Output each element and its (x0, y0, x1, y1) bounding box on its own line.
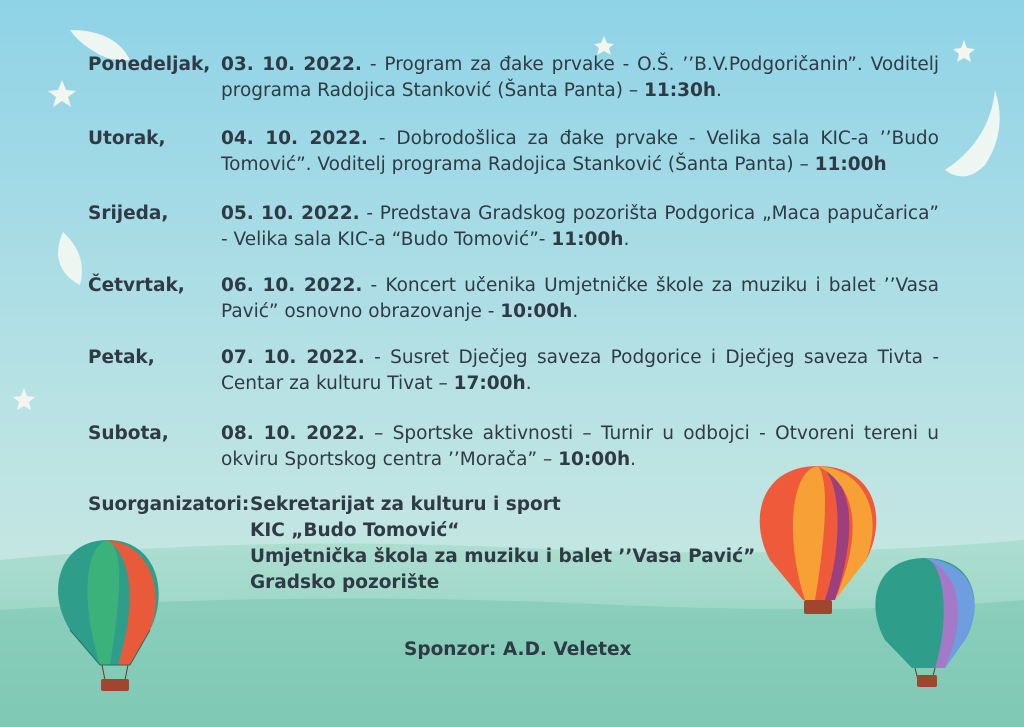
day-label: Četvrtak, (88, 275, 185, 296)
event-text: 07. 10. 2022. - Susret Dječjeg saveza Podgorice i Dječjeg saveza Tivta - Centar za kulturu Tivat – 17:00h. (221, 347, 939, 394)
organizers-label: Suorganizatori: (88, 494, 250, 515)
day-label: Utorak, (88, 128, 166, 149)
day-label: Petak, (88, 347, 155, 368)
day-label: Ponedeljak, (88, 54, 211, 75)
day-label: Srijeda, (88, 203, 169, 224)
event-text: 06. 10. 2022. - Koncert učenika Umjetničke škole za muziku i balet ’’Vasa Pavić” osnovno obrazovanje - 10:00h. (221, 275, 939, 322)
organizer-item: Gradsko pozorište (250, 572, 440, 593)
day-label: Subota, (88, 423, 169, 444)
organizer-item: Sekretarijat za kulturu i sport (250, 494, 561, 515)
event-text: 03. 10. 2022. - Program za đake prvake - O.Š. ’’B.V.Podgoričanin”. Voditelj programa Radojica Stanković (Šanta Panta) – 11:30h. (221, 54, 939, 101)
event-text: 05. 10. 2022. - Predstava Gradskog pozorišta Podgorica „Maca papučarica” - Velika sala KIC-a “Budo Tomović”- 11:00h. (221, 203, 939, 250)
organizer-item: KIC „Budo Tomović“ (250, 520, 460, 541)
organizers-list (250, 492, 755, 596)
organizer-item: Umjetnička škola za muziku i balet ’’Vasa Pavić” (250, 546, 756, 567)
event-text: 04. 10. 2022. - Dobrodošlica za đake prvake - Velika sala KIC-a ’’Budo Tomović”. Voditelj programa Radojica Stanković (Šanta Panta) – 11:00h (221, 128, 939, 175)
event-text: 08. 10. 2022. – Sportske aktivnosti – Turnir u odbojci - Otvoreni tereni u okviru Sportskog centra ’’Morača” – 10:00h. (221, 423, 940, 470)
sponsor-text: Sponzor: A.D. Veletex (404, 639, 632, 660)
